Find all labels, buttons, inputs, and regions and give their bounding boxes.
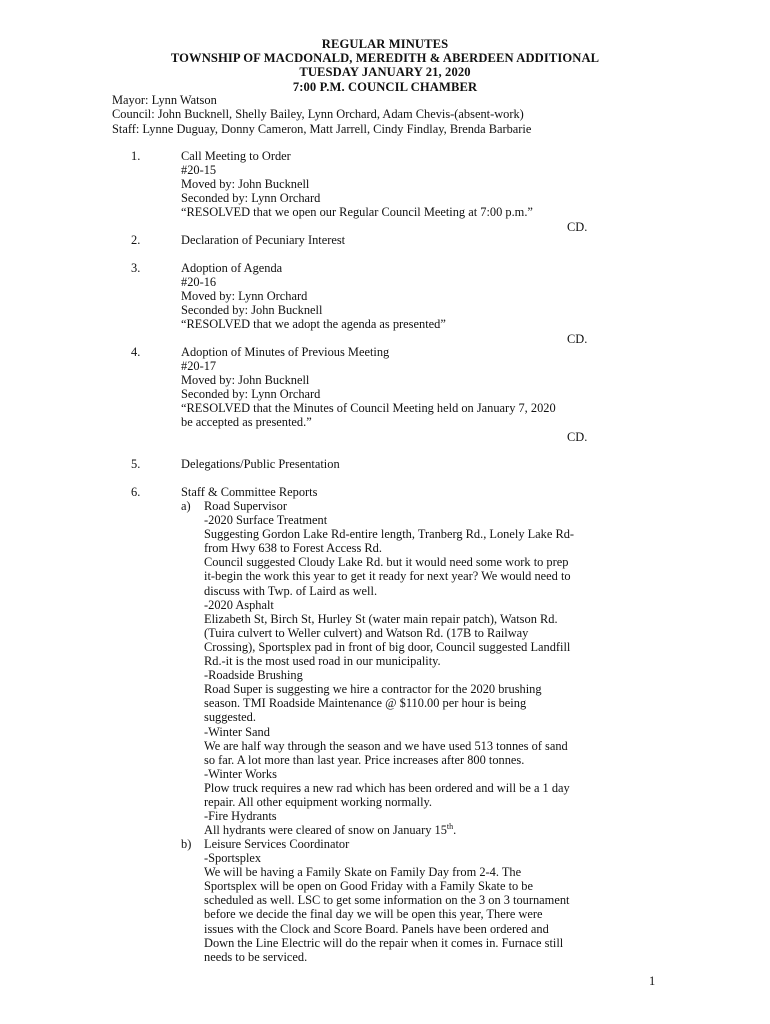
motion-number: #20-15 xyxy=(181,163,217,178)
report-line-last xyxy=(204,823,664,837)
report-line: from Hwy 638 to Forest Access Rd. xyxy=(204,541,382,556)
report-line: -Winter Sand xyxy=(204,724,270,739)
report-line: -Roadside Brushing xyxy=(204,668,303,683)
item-number: 1. xyxy=(131,149,141,163)
item-number: 3. xyxy=(131,261,141,275)
header-time-location: 7:00 P.M. COUNCIL CHAMBER xyxy=(292,79,478,94)
item-title: Adoption of Minutes of Previous Meeting xyxy=(181,345,390,359)
header-township: TOWNSHIP OF MACDONALD, MEREDITH & ABERDEEN ADDITIONAL xyxy=(170,51,600,66)
sub-item-body xyxy=(204,513,664,837)
report-line: -Winter Works xyxy=(204,766,277,781)
item-number: 5. xyxy=(131,457,141,471)
report-line: Crossing), Sportsplex pad in front of big door, Council suggested Landfill xyxy=(204,639,571,654)
council-line: Council: John Bucknell, Shelly Bailey, Lynn Orchard, Adam Chevis-(absent-work) xyxy=(112,107,524,122)
item-body xyxy=(181,149,651,219)
resolution-text: “RESOLVED that we open our Regular Council Meeting at 7:00 p.m.” xyxy=(181,205,533,220)
item-title: Adoption of Agenda xyxy=(181,261,283,275)
report-line: so far. A lot more than last year. Price increases after 800 tonnes. xyxy=(204,752,525,767)
report-line: it-begin the work this year to get it ready for next year? We would need to xyxy=(204,569,571,584)
report-line-text: All hydrants were cleared of snow on January 15 xyxy=(204,823,447,838)
carried-mark: CD. xyxy=(567,220,588,234)
report-line: -2020 Asphalt xyxy=(204,597,274,612)
header-title: REGULAR MINUTES xyxy=(321,37,449,51)
moved-by: Moved by: Lynn Orchard xyxy=(181,289,308,304)
resolution-text: “RESOLVED that the Minutes of Council Meeting held on January 7, 2020 xyxy=(181,401,556,416)
sub-item-title: Road Supervisor xyxy=(204,499,287,514)
ordinal-suffix: th xyxy=(446,822,454,832)
item-title: Staff & Committee Reports xyxy=(181,485,318,499)
report-line: Plow truck requires a new rad which has been ordered and will be a 1 day xyxy=(204,780,570,795)
report-line-end: . xyxy=(453,823,457,838)
report-line: -Sportsplex xyxy=(204,851,262,866)
item-title: Declaration of Pecuniary Interest xyxy=(181,233,346,247)
resolution-text-cont: be accepted as presented.” xyxy=(181,415,312,430)
report-line: We are half way through the season and we have used 513 tonnes of sand xyxy=(204,738,568,753)
item-number: 2. xyxy=(131,233,141,247)
sub-item-title: Leisure Services Coordinator xyxy=(204,837,350,852)
item-number: 4. xyxy=(131,345,141,359)
page-number: 1 xyxy=(649,974,656,988)
report-line: suggested. xyxy=(204,710,256,725)
motion-number: #20-16 xyxy=(181,275,217,290)
report-line: (Tuira culvert to Weller culvert) and Watson Rd. (17B to Railway xyxy=(204,625,529,640)
item-title: Call Meeting to Order xyxy=(181,149,291,163)
report-line: repair. All other equipment working normally. xyxy=(204,794,433,809)
report-line: Down the Line Electric will do the repair when it comes in. Furnace still xyxy=(204,935,564,950)
item-title: Delegations/Public Presentation xyxy=(181,457,340,471)
item-body xyxy=(181,457,651,471)
report-line: season. TMI Roadside Maintenance @ $110.00 per hour is being xyxy=(204,696,527,711)
report-line: Council suggested Cloudy Lake Rd. but it would need some work to prep xyxy=(204,555,569,570)
seconded-by: Seconded by: Lynn Orchard xyxy=(181,191,321,206)
report-line: -2020 Surface Treatment xyxy=(204,513,328,528)
item-number: 6. xyxy=(131,485,141,499)
sub-item-letter: b) xyxy=(181,837,192,852)
sub-item-body xyxy=(204,851,664,964)
item-body xyxy=(181,345,651,430)
carried-mark: CD. xyxy=(567,332,588,346)
report-line: before we decide the final day we will be open this year, There were xyxy=(204,907,543,922)
attendance-roster xyxy=(112,93,531,136)
carried-mark: CD. xyxy=(567,430,588,444)
seconded-by: Seconded by: Lynn Orchard xyxy=(181,387,321,402)
report-line: Suggesting Gordon Lake Rd-entire length, Tranberg Rd., Lonely Lake Rd- xyxy=(204,527,575,542)
report-line: We will be having a Family Skate on Family Day from 2-4. The xyxy=(204,865,522,880)
report-line: issues with the Clock and Score Board. Panels have been ordered and xyxy=(204,921,549,936)
header-date: TUESDAY JANUARY 21, 2020 xyxy=(299,65,471,80)
report-line: scheduled as well. LSC to get some information on the 3 on 3 tournament xyxy=(204,893,570,908)
report-line: Sportsplex will be open on Good Friday with a Family Skate to be xyxy=(204,879,534,894)
moved-by: Moved by: John Bucknell xyxy=(181,177,310,192)
motion-number: #20-17 xyxy=(181,359,217,374)
item-body xyxy=(181,233,651,247)
report-line: Elizabeth St, Birch St, Hurley St (water main repair patch), Watson Rd. xyxy=(204,611,558,626)
report-road-supervisor xyxy=(181,499,651,837)
report-line: Road Super is suggesting we hire a contractor for the 2020 brushing xyxy=(204,682,542,697)
mayor-line: Mayor: Lynn Watson xyxy=(112,93,217,107)
report-line: -Fire Hydrants xyxy=(204,809,277,824)
document-header xyxy=(0,37,770,94)
resolution-text: “RESOLVED that we adopt the agenda as presented” xyxy=(181,317,446,332)
item-body xyxy=(181,485,651,967)
moved-by: Moved by: John Bucknell xyxy=(181,373,310,388)
item-body xyxy=(181,261,651,331)
staff-line: Staff: Lynne Duguay, Donny Cameron, Matt Jarrell, Cindy Findlay, Brenda Barbarie xyxy=(112,121,532,136)
report-line: discuss with Twp. of Laird as well. xyxy=(204,583,378,598)
seconded-by: Seconded by: John Bucknell xyxy=(181,303,323,318)
report-line: Rd.-it is the most used road in our municipality. xyxy=(204,654,441,669)
report-line: needs to be serviced. xyxy=(204,949,308,964)
report-leisure-services xyxy=(181,837,651,967)
sub-item-letter: a) xyxy=(181,499,191,514)
